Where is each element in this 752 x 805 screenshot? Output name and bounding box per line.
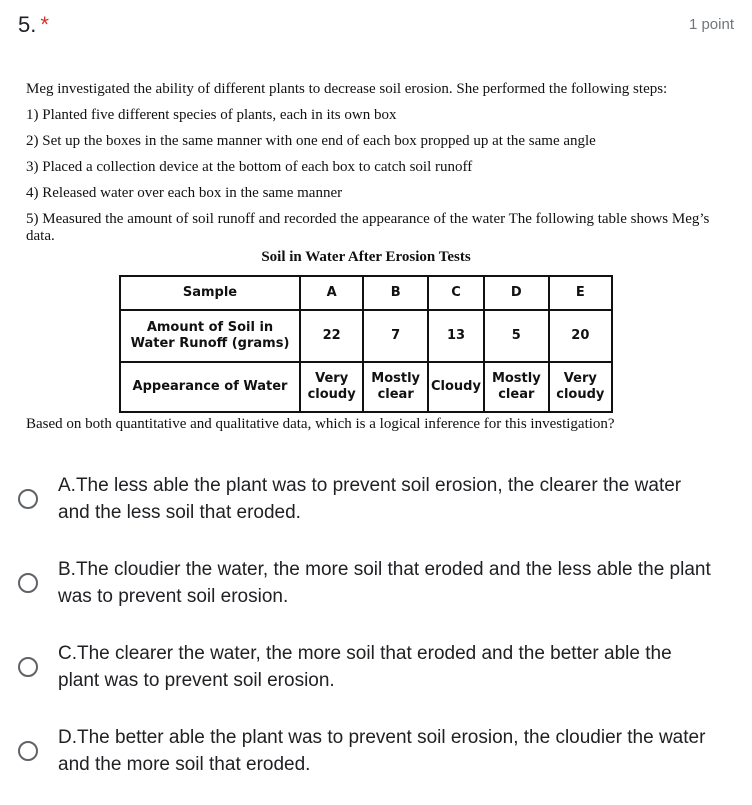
radio-button[interactable]	[18, 657, 38, 677]
radio-button[interactable]	[18, 489, 38, 509]
passage-step-5: 5) Measured the amount of soil runoff and recorded the appearance of the water The following table shows Meg’s data.	[26, 211, 710, 244]
question-passage	[26, 76, 716, 245]
appearance-cell: Very cloudy	[549, 362, 612, 412]
option-label[interactable]: D.The better able the plant was to prevent soil erosion, the cloudier the water and the more soil that eroded.	[58, 727, 706, 775]
soil-cell: 5	[484, 310, 549, 362]
row-header-soil: Amount of Soil in Water Runoff (grams)	[120, 310, 300, 362]
passage-step-3: 3) Placed a collection device at the bottom of each box to catch soil runoff	[26, 159, 473, 175]
appearance-cell: Mostly clear	[484, 362, 549, 412]
option-label[interactable]: A.The less able the plant was to prevent soil erosion, the clearer the water and the less soil that eroded.	[58, 475, 682, 523]
sample-cell: D	[484, 276, 549, 310]
question-number: 5.	[18, 12, 37, 37]
appearance-cell: Cloudy	[428, 362, 484, 412]
sample-cell: A	[300, 276, 363, 310]
table-row	[120, 310, 612, 362]
data-table	[119, 275, 613, 413]
radio-button[interactable]	[18, 573, 38, 593]
question-prompt: Based on both quantitative and qualitative data, which is a logical inference for this investigation?	[26, 416, 615, 432]
soil-cell: 7	[363, 310, 428, 362]
row-header-sample: Sample	[120, 276, 300, 310]
row-header-appearance: Appearance of Water	[120, 362, 300, 412]
passage-step-2: 2) Set up the boxes in the same manner with one end of each box propped up at the same angle	[26, 133, 596, 149]
sample-cell: E	[549, 276, 612, 310]
points-label: 1 point	[688, 16, 734, 33]
passage-intro: Meg investigated the ability of different plants to decrease soil erosion. She performed the following steps:	[26, 81, 668, 97]
table-row	[120, 362, 612, 412]
sample-cell: B	[363, 276, 428, 310]
soil-cell: 20	[549, 310, 612, 362]
option-label[interactable]: C.The clearer the water, the more soil that eroded and the better able the plant was to prevent soil erosion.	[58, 643, 672, 691]
appearance-cell: Mostly clear	[363, 362, 428, 412]
table-title: Soil in Water After Erosion Tests	[261, 249, 471, 265]
soil-cell: 22	[300, 310, 363, 362]
soil-cell: 13	[428, 310, 484, 362]
sample-cell: C	[428, 276, 484, 310]
table-row	[120, 276, 612, 310]
question-title	[18, 12, 49, 38]
option-label[interactable]: B.The cloudier the water, the more soil that eroded and the less able the plant was to prevent soil erosion.	[58, 559, 711, 607]
radio-button[interactable]	[18, 741, 38, 761]
appearance-cell: Very cloudy	[300, 362, 363, 412]
passage-step-4: 4) Released water over each box in the same manner	[26, 185, 343, 201]
required-marker: *	[40, 12, 49, 37]
passage-step-1: 1) Planted five different species of plants, each in its own box	[26, 107, 397, 123]
